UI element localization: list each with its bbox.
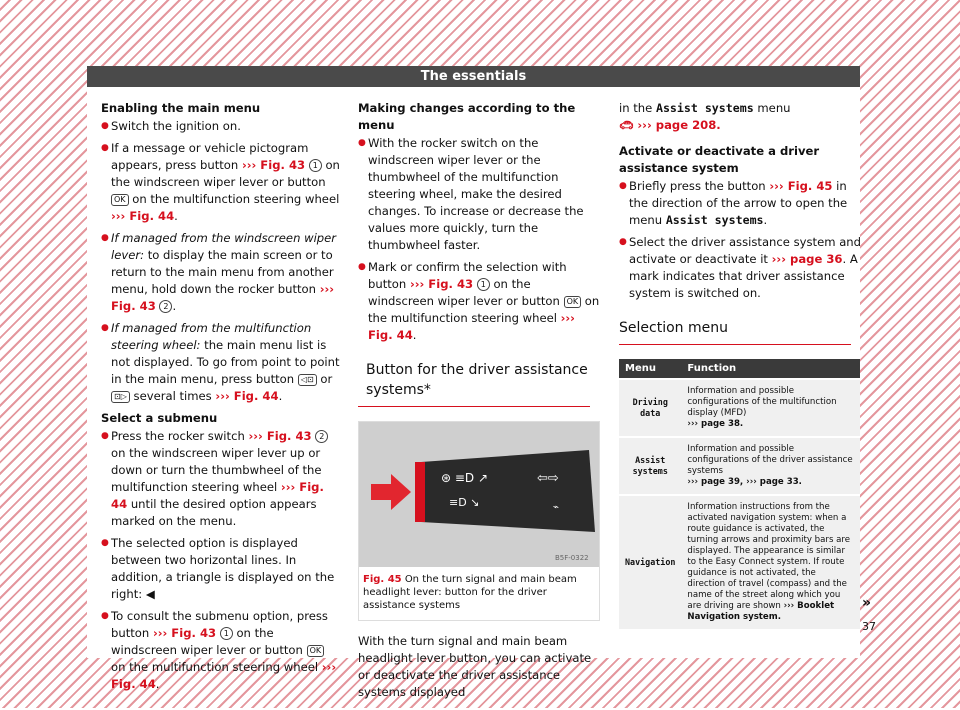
bullet-mark-confirm: ● Mark or confirm the selection with button ››› Fig. 43 1 on the windscreen wiper lever or button OK on the multifunction steering wheel ››› Fig. 44. bbox=[358, 259, 600, 344]
section-title-assist-button: Button for the driver assistance systems* bbox=[366, 362, 588, 398]
fig-link[interactable]: ››› Fig. 44 bbox=[368, 311, 575, 342]
text: to display the main screen or to return to the main menu from another menu, hold down the rocker button bbox=[111, 248, 334, 296]
fig-link[interactable]: ››› Fig. 44 bbox=[111, 480, 324, 511]
figure-45 bbox=[358, 421, 600, 621]
heading-enable-main-menu: Enabling the main menu bbox=[101, 101, 261, 115]
text: in the direction of the arrow to open the menu bbox=[629, 179, 848, 227]
figure-caption bbox=[359, 567, 599, 620]
text: To consult the submenu option, press button bbox=[111, 609, 328, 640]
triangle-left-icon: ◀ bbox=[145, 587, 155, 601]
figure-code: B5F-0322 bbox=[555, 554, 589, 562]
fig-link[interactable]: ››› Fig. 44 bbox=[215, 389, 279, 403]
selection-menu-table bbox=[619, 359, 860, 629]
ok-button-icon: OK bbox=[111, 194, 129, 206]
fig-link[interactable]: ››› Fig. 43 bbox=[152, 626, 217, 640]
bullet-steering-wheel: ● If managed from the multifunction steering wheel: the main menu list is not displayed. To go from point to point in the main menu, press button ◁⊡ or ⊡▷ several times ››› Fig. 44. bbox=[101, 320, 341, 405]
fig-link[interactable]: ››› Fig. 45 bbox=[769, 179, 833, 193]
text: on the windscreen wiper lever or button bbox=[111, 626, 303, 657]
text: in the bbox=[619, 101, 653, 115]
row-menu: Navigation bbox=[619, 495, 681, 629]
svg-text:⇦⇨: ⇦⇨ bbox=[537, 471, 559, 486]
bullet-press-lever-button: ● Briefly press the button ››› Fig. 45 in the direction of the arrow to open the menu Assist systems. bbox=[619, 178, 861, 229]
text: on the multifunction steering wheel bbox=[111, 660, 319, 674]
callout-number: 1 bbox=[220, 627, 233, 640]
text: on the windscreen wiper lever or button bbox=[111, 158, 340, 189]
callout-number: 1 bbox=[309, 159, 322, 172]
paragraph-assist-menu bbox=[619, 100, 861, 134]
callout-number: 2 bbox=[159, 300, 172, 313]
fig-link[interactable]: ››› Fig. 44 bbox=[111, 209, 175, 223]
row-function bbox=[681, 495, 860, 629]
section-title-selection-menu: Selection menu bbox=[619, 320, 728, 336]
section-rule bbox=[619, 344, 851, 345]
back-button-icon: ◁⊡ bbox=[298, 374, 317, 386]
text: on the multifunction steering wheel bbox=[368, 294, 600, 325]
row-function bbox=[681, 379, 860, 437]
svg-text:⌁: ⌁ bbox=[553, 502, 560, 513]
bullet-rocker-switch bbox=[101, 428, 341, 530]
page-link[interactable]: ››› page 39, ››› page 33. bbox=[687, 477, 802, 487]
continue-marker: » bbox=[862, 595, 872, 611]
ok-button-icon: OK bbox=[307, 645, 325, 657]
text: . A mark indicates that driver assistance system is switched on. bbox=[629, 252, 858, 300]
text: menu bbox=[757, 101, 791, 115]
table-row bbox=[619, 379, 860, 437]
paragraph-lever-button: With the turn signal and main beam headlight lever button, you can activate or deactivate the driver assistance systems displayed bbox=[358, 634, 592, 699]
bullet-rocker-change: ● With the rocker switch on the windscreen wiper lever or the thumbwheel of the multifunction steering wheel, make the desired changes. To increase or decrease the values more quickly, turn the thumbwheel faster. bbox=[358, 135, 600, 254]
page-link[interactable]: ››› page 38. bbox=[687, 419, 744, 429]
text: Mark or confirm the selection with button bbox=[368, 260, 567, 291]
menu-name: Assist systems bbox=[665, 213, 764, 227]
text: until the desired option appears marked on the menu. bbox=[111, 497, 317, 528]
page-link[interactable]: ››› page 36 bbox=[771, 252, 843, 266]
text: Select the driver assistance system and activate or deactivate it bbox=[629, 235, 862, 266]
text: If a message or vehicle pictogram appears, press button bbox=[111, 141, 309, 172]
table-header bbox=[619, 359, 860, 379]
fig-link[interactable]: ››› Fig. 43 bbox=[111, 282, 335, 313]
lever-illustration bbox=[359, 422, 599, 567]
forward-button-icon: ⊡▷ bbox=[111, 391, 130, 403]
caption-text: On the turn signal and main beam headlight lever: button for the driver assistance systems bbox=[363, 574, 577, 611]
svg-text:≡D ↘: ≡D ↘ bbox=[449, 496, 480, 509]
text: The selected option is displayed between two horizontal lines. In addition, a triangle is displayed on the right: bbox=[111, 536, 335, 601]
table-row bbox=[619, 495, 860, 629]
text: several times bbox=[133, 389, 212, 403]
search-car-icon: 🚗︎ bbox=[619, 118, 634, 132]
bullet-selected-option bbox=[101, 535, 341, 603]
row-function bbox=[681, 437, 860, 495]
text: If managed from the windscreen wiper lever: bbox=[111, 231, 337, 262]
function-text: Information instructions from the activated navigation system: when a route guidance is activated, the turning arrows and proximity bars are displayed. The appearance is similar to the Easy Connect system. If route guidance is not activated, the direction of travel (compass) and the name of the street along which you are driving are shown bbox=[687, 502, 851, 611]
heading-select-submenu: Select a submenu bbox=[101, 411, 218, 425]
column-left bbox=[101, 100, 341, 698]
heading-making-changes: Making changes according to the menu bbox=[358, 101, 576, 132]
page-number: 37 bbox=[862, 620, 876, 633]
callout-number: 2 bbox=[315, 430, 328, 443]
text: If managed from the multifunction steering wheel: bbox=[111, 321, 312, 352]
text: on the windscreen wiper lever or button bbox=[368, 277, 560, 308]
page-header: The essentials bbox=[87, 66, 860, 87]
header-function: Function bbox=[681, 359, 860, 379]
ok-button-icon: OK bbox=[564, 296, 582, 308]
table-row bbox=[619, 437, 860, 495]
bullet-select-assist bbox=[619, 234, 861, 302]
menu-name: Assist systems bbox=[655, 101, 754, 115]
bullet-ignition: ● Switch the ignition on. bbox=[101, 118, 341, 135]
text: or bbox=[320, 372, 333, 386]
lever-svg bbox=[359, 422, 599, 567]
function-text: Information and possible configurations of the multifunction display (MFD) bbox=[687, 386, 837, 418]
page-link[interactable]: ››› Booklet Navigation system. bbox=[687, 601, 835, 622]
text: the main menu list is not displayed. To go from point to point in the main menu, press button bbox=[111, 338, 340, 386]
column-right bbox=[619, 100, 861, 629]
text: on the multifunction steering wheel bbox=[132, 192, 340, 206]
text: on the windscreen wiper lever up or down or turn the thumbwheel of the multifunction steering wheel bbox=[111, 446, 322, 494]
text: Briefly press the button bbox=[629, 179, 766, 193]
fig-link[interactable]: ››› Fig. 43 bbox=[409, 277, 474, 291]
heading-activate-assist: Activate or deactivate a driver assistance system bbox=[619, 144, 820, 175]
fig-link[interactable]: ››› Fig. 44 bbox=[111, 660, 337, 691]
row-menu: Assist systems bbox=[619, 437, 681, 495]
page-link[interactable]: ››› page 208. bbox=[637, 118, 721, 132]
fig-link[interactable]: ››› Fig. 43 bbox=[248, 429, 312, 443]
header-menu: Menu bbox=[619, 359, 681, 379]
bullet-wiper-lever: ● If managed from the windscreen wiper lever: to display the main screen or to return to the main menu from another menu, hold down the rocker button ››› Fig. 43 2 . bbox=[101, 230, 341, 315]
text: Press the rocker switch bbox=[111, 429, 245, 443]
column-middle bbox=[358, 100, 600, 710]
figure-label: Fig. 45 bbox=[363, 574, 402, 585]
fig-link[interactable]: ››› Fig. 43 bbox=[241, 158, 306, 172]
section-rule bbox=[358, 406, 590, 407]
row-menu: Driving data bbox=[619, 379, 681, 437]
svg-text:⊛ ≡D ↗: ⊛ ≡D ↗ bbox=[441, 471, 489, 485]
bullet-press-button: ● If a message or vehicle pictogram appears, press button ››› Fig. 43 1 on the windscreen wiper lever or button OK on the multifunction steering wheel ››› Fig. 44. bbox=[101, 140, 341, 225]
bullet-consult-submenu: ● To consult the submenu option, press button ››› Fig. 43 1 on the windscreen wiper lever or button OK on the multifunction steering wheel ››› Fig. 44. bbox=[101, 608, 341, 693]
callout-number: 1 bbox=[477, 278, 490, 291]
function-text: Information and possible configurations of the driver assistance systems bbox=[687, 444, 853, 476]
